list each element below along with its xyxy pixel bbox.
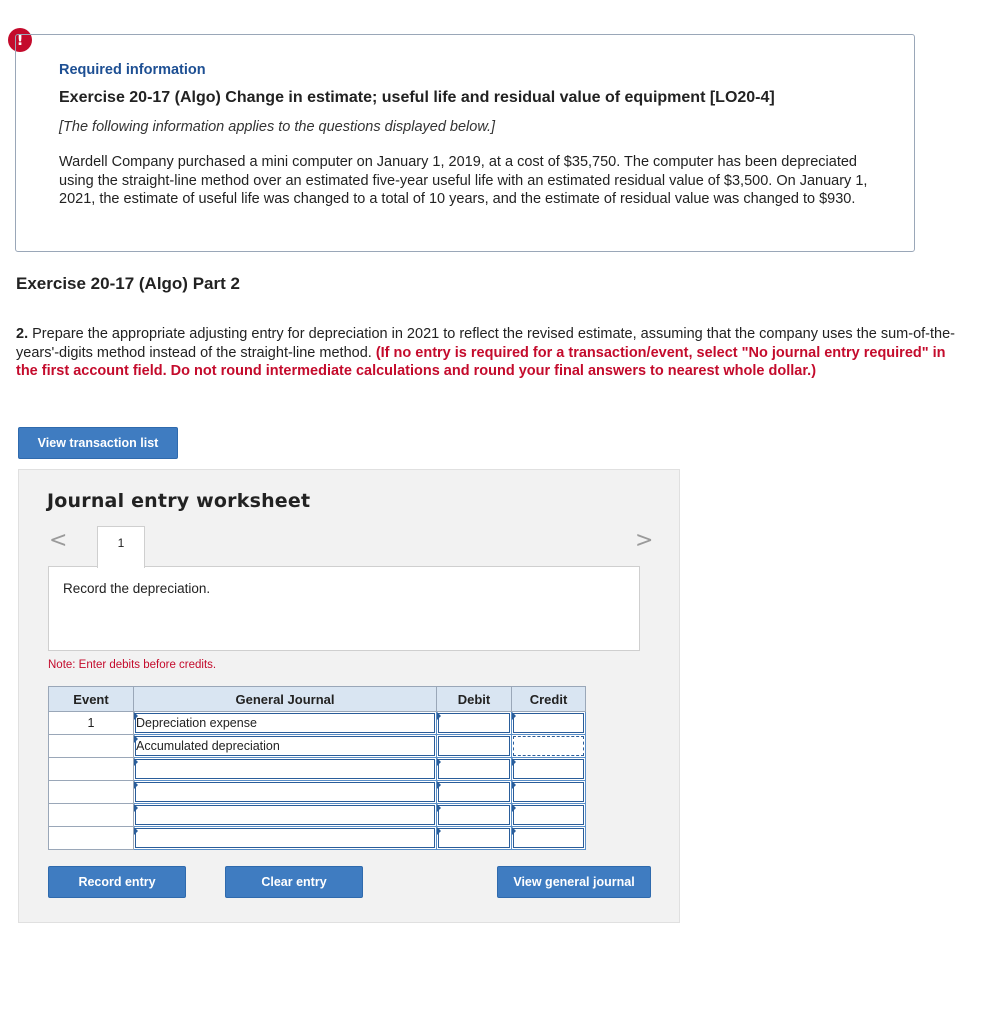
worksheet-title: Journal entry worksheet	[47, 490, 311, 512]
column-header-credit: Credit	[512, 687, 586, 712]
table-row	[49, 735, 586, 758]
credit-input[interactable]	[512, 804, 586, 827]
part-title: Exercise 20-17 (Algo) Part 2	[16, 274, 240, 293]
column-header-general-journal: General Journal	[134, 687, 437, 712]
account-value: Accumulated depreciation	[136, 739, 280, 753]
dropdown-marker-icon	[134, 781, 138, 789]
table-row	[49, 804, 586, 827]
dropdown-marker-icon	[437, 712, 441, 720]
question-text	[16, 325, 966, 381]
table-row	[49, 827, 586, 850]
dropdown-marker-icon	[512, 827, 516, 835]
table-row	[49, 781, 586, 804]
account-select[interactable]	[134, 735, 437, 758]
event-cell	[49, 804, 134, 827]
journal-entry-worksheet	[18, 469, 680, 923]
view-transaction-list-button[interactable]: View transaction list	[18, 427, 178, 459]
record-entry-button[interactable]: Record entry	[48, 866, 186, 898]
account-select[interactable]	[134, 712, 437, 735]
account-select[interactable]	[134, 758, 437, 781]
dropdown-marker-icon	[134, 804, 138, 812]
debit-input[interactable]	[437, 781, 512, 804]
event-cell	[49, 827, 134, 850]
question-body: Prepare the appropriate adjusting entry for depreciation in 2021 to reflect the revised estimate, assuming that the company uses the sum-of-the-years'-digits method instead of the straight-line method.	[16, 326, 955, 361]
debit-input[interactable]	[437, 758, 512, 781]
view-general-journal-button[interactable]: View general journal	[497, 866, 651, 898]
chevron-left-icon[interactable]: <	[49, 528, 68, 553]
dropdown-marker-icon	[512, 712, 516, 720]
debit-input[interactable]	[437, 827, 512, 850]
dropdown-marker-icon	[437, 781, 441, 789]
debit-credit-note: Note: Enter debits before credits.	[48, 659, 217, 671]
event-cell	[49, 735, 134, 758]
chevron-right-icon[interactable]: >	[635, 528, 654, 553]
table-header-row	[49, 687, 586, 712]
event-cell	[49, 781, 134, 804]
column-header-debit: Debit	[437, 687, 512, 712]
dropdown-marker-icon	[134, 827, 138, 835]
debit-input[interactable]	[437, 712, 512, 735]
account-select[interactable]	[134, 781, 437, 804]
tab-entry-1[interactable]: 1	[97, 526, 145, 568]
dropdown-marker-icon	[437, 758, 441, 766]
credit-input[interactable]	[512, 827, 586, 850]
clear-entry-button[interactable]: Clear entry	[225, 866, 363, 898]
account-select[interactable]	[134, 827, 437, 850]
required-information-heading: Required information	[59, 62, 206, 78]
info-note: [The following information applies to the questions displayed below.]	[59, 119, 496, 135]
exercise-title: Exercise 20-17 (Algo) Change in estimate; useful life and residual value of equipment [LO20-4]	[59, 89, 775, 106]
account-select[interactable]	[134, 804, 437, 827]
transaction-description-box	[48, 566, 640, 651]
event-cell: 1	[49, 712, 134, 735]
table-row	[49, 758, 586, 781]
debit-input[interactable]	[437, 735, 512, 758]
table-row	[49, 712, 586, 735]
dropdown-marker-icon	[134, 758, 138, 766]
question-number: 2.	[16, 326, 29, 342]
dropdown-marker-icon	[512, 781, 516, 789]
event-cell	[49, 758, 134, 781]
question-instruction: (If no entry is required for a transaction/event, select "No journal entry required" in the first account field. Do not round intermediate calculations and round your final answers to nearest whole dollar.)	[16, 344, 946, 379]
credit-input[interactable]	[512, 712, 586, 735]
debit-input[interactable]	[437, 804, 512, 827]
alert-icon: !	[8, 28, 32, 52]
info-body: Wardell Company purchased a mini computer on January 1, 2019, at a cost of $35,750. The computer has been depreciated using the straight-line method over an estimated five-year useful life with an estimated residual value of $3,500. On January 1, 2021, the estimate of useful life was changed to a total of 10 years, and the estimate of residual value was changed to $930.	[59, 154, 868, 207]
dropdown-marker-icon	[437, 827, 441, 835]
journal-table	[48, 686, 586, 850]
credit-input[interactable]	[512, 781, 586, 804]
transaction-description: Record the depreciation.	[63, 581, 211, 596]
credit-input[interactable]	[512, 758, 586, 781]
credit-input[interactable]	[512, 735, 586, 758]
required-information-box	[15, 34, 915, 252]
dropdown-marker-icon	[512, 758, 516, 766]
dropdown-marker-icon	[512, 804, 516, 812]
account-value: Depreciation expense	[136, 716, 257, 730]
column-header-event: Event	[49, 687, 134, 712]
dropdown-marker-icon	[437, 804, 441, 812]
